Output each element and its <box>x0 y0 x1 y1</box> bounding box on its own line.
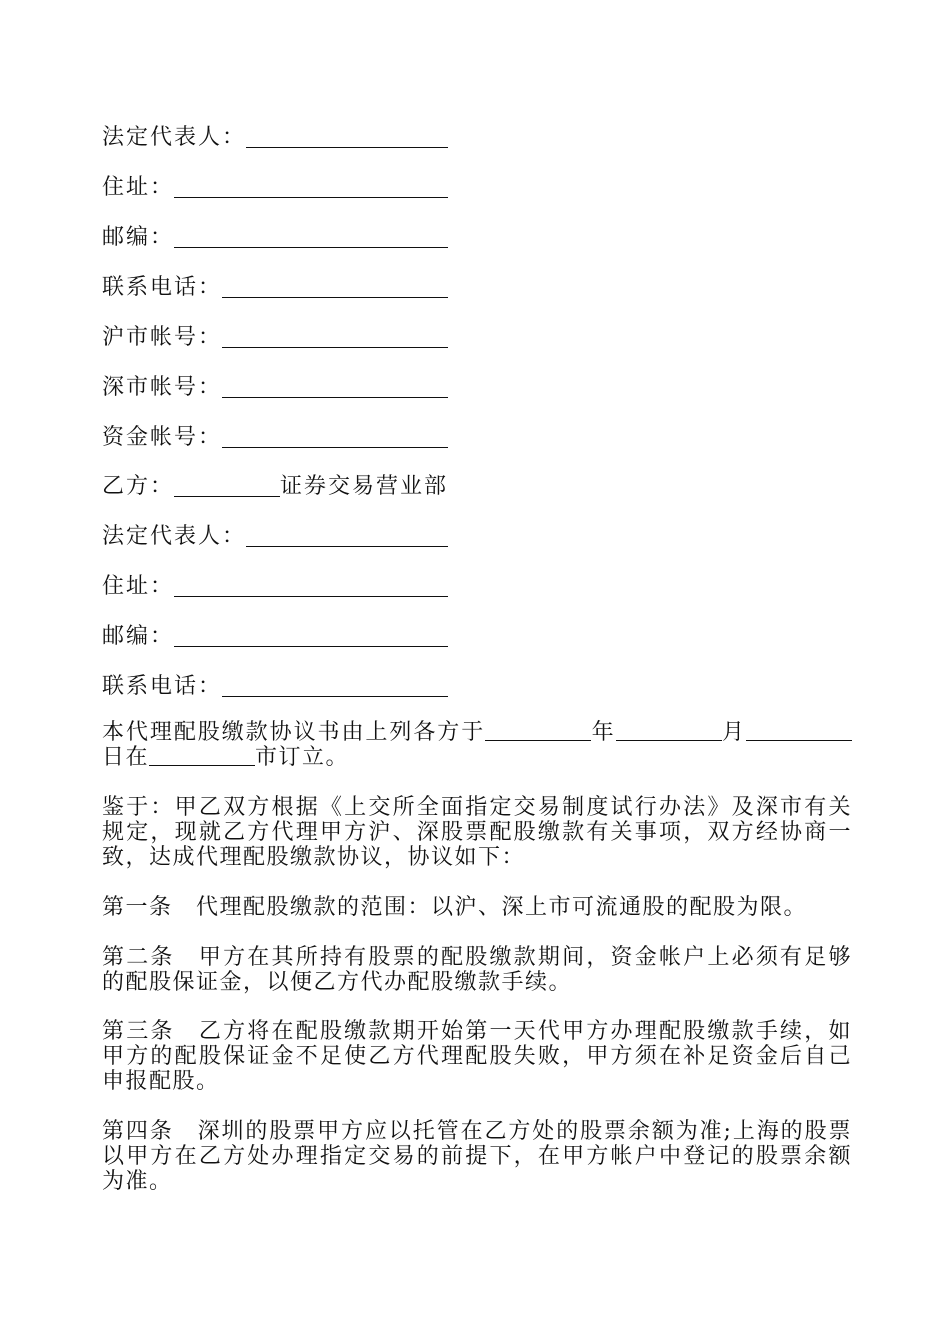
party-a-address-label: 住址： <box>102 175 175 200</box>
party-a-sh-account-blank <box>222 323 448 348</box>
party-a-postcode-label: 邮编： <box>102 225 175 250</box>
party-a-phone-field <box>102 273 448 303</box>
party-a-phone-label: 联系电话： <box>102 275 223 300</box>
signing-city-blank <box>149 745 255 766</box>
party-b-rep-blank <box>246 522 448 547</box>
signing-text-1: 本代理配股缴款协议书由上列各方于 <box>102 720 486 745</box>
party-a-address-field <box>102 173 448 203</box>
party-a-fund-account-label: 资金帐号： <box>102 425 223 450</box>
party-b-name-label: 乙方： <box>102 474 175 499</box>
party-a-address-blank <box>174 173 448 198</box>
party-b-rep-field <box>102 522 448 552</box>
article-4 <box>102 1119 852 1194</box>
article-4-number: 第四条 <box>102 1119 174 1144</box>
party-a-fund-account-field <box>102 423 448 453</box>
party-a-sh-account-label: 沪市帐号： <box>102 325 223 350</box>
party-b-rep-label: 法定代表人： <box>102 524 247 549</box>
signing-day-blank <box>746 720 852 741</box>
party-a-postcode-field <box>102 223 448 253</box>
party-a-sz-account-field <box>102 373 448 403</box>
article-1-number: 第一条 <box>102 895 173 920</box>
party-a-sh-account-field <box>102 323 448 353</box>
party-b-address-field <box>102 572 448 602</box>
article-3 <box>102 1019 852 1094</box>
signing-month-blank <box>616 720 722 741</box>
article-2-number: 第二条 <box>102 945 175 970</box>
party-a-rep-field <box>102 123 448 153</box>
article-1 <box>102 895 852 920</box>
party-b-postcode-field <box>102 622 448 652</box>
party-b-postcode-blank <box>174 622 448 647</box>
article-4-text: 深圳的股票甲方应以托管在乙方处的股票余额为准;上海的股票以甲方在乙方处办理指定交易的前提下，在甲方帐户中登记的股票余额为准。 <box>102 1119 852 1194</box>
signing-day-label: 日在 <box>102 745 150 770</box>
party-b-phone-field <box>102 672 448 702</box>
article-3-number: 第三条 <box>102 1019 175 1044</box>
party-b-phone-label: 联系电话： <box>102 674 223 699</box>
preamble-paragraph: 鉴于：甲乙双方根据《上交所全面指定交易制度试行办法》及深市有关规定，现就乙方代理甲方沪、深股票配股缴款有关事项，双方经协商一致，达成代理配股缴款协议，协议如下： <box>102 795 852 870</box>
article-3-text: 乙方将在配股缴款期开始第一天代甲方办理配股缴款手续，如甲方的配股保证金不足使乙方代理配股失败，甲方须在补足资金后自己申报配股。 <box>102 1019 852 1094</box>
party-a-postcode-blank <box>174 223 448 248</box>
party-b-postcode-label: 邮编： <box>102 624 175 649</box>
article-1-text: 代理配股缴款的范围：以沪、深上市可流通股的配股为限。 <box>196 895 808 920</box>
party-b-name-suffix: 证券交易营业部 <box>280 474 449 499</box>
party-b-name-field <box>102 472 448 502</box>
party-a-fund-account-blank <box>222 423 448 448</box>
article-2 <box>102 945 852 995</box>
signing-year-label: 年 <box>591 720 616 745</box>
party-a-rep-blank <box>246 123 448 148</box>
signing-year-blank <box>485 720 591 741</box>
party-a-sz-account-label: 深市帐号： <box>102 375 223 400</box>
signing-month-label: 月 <box>721 720 746 745</box>
party-a-sz-account-blank <box>222 373 448 398</box>
signing-text-2: 市订立。 <box>255 745 350 770</box>
party-a-rep-label: 法定代表人： <box>102 125 247 150</box>
signing-paragraph <box>102 720 852 770</box>
article-2-text: 甲方在其所持有股票的配股缴款期间，资金帐户上必须有足够的配股保证金，以便乙方代办配股缴款手续。 <box>102 945 852 995</box>
party-b-address-blank <box>174 572 448 597</box>
party-a-phone-blank <box>222 273 448 298</box>
party-b-address-label: 住址： <box>102 574 175 599</box>
party-b-name-blank <box>174 472 280 497</box>
party-b-phone-blank <box>222 672 448 697</box>
